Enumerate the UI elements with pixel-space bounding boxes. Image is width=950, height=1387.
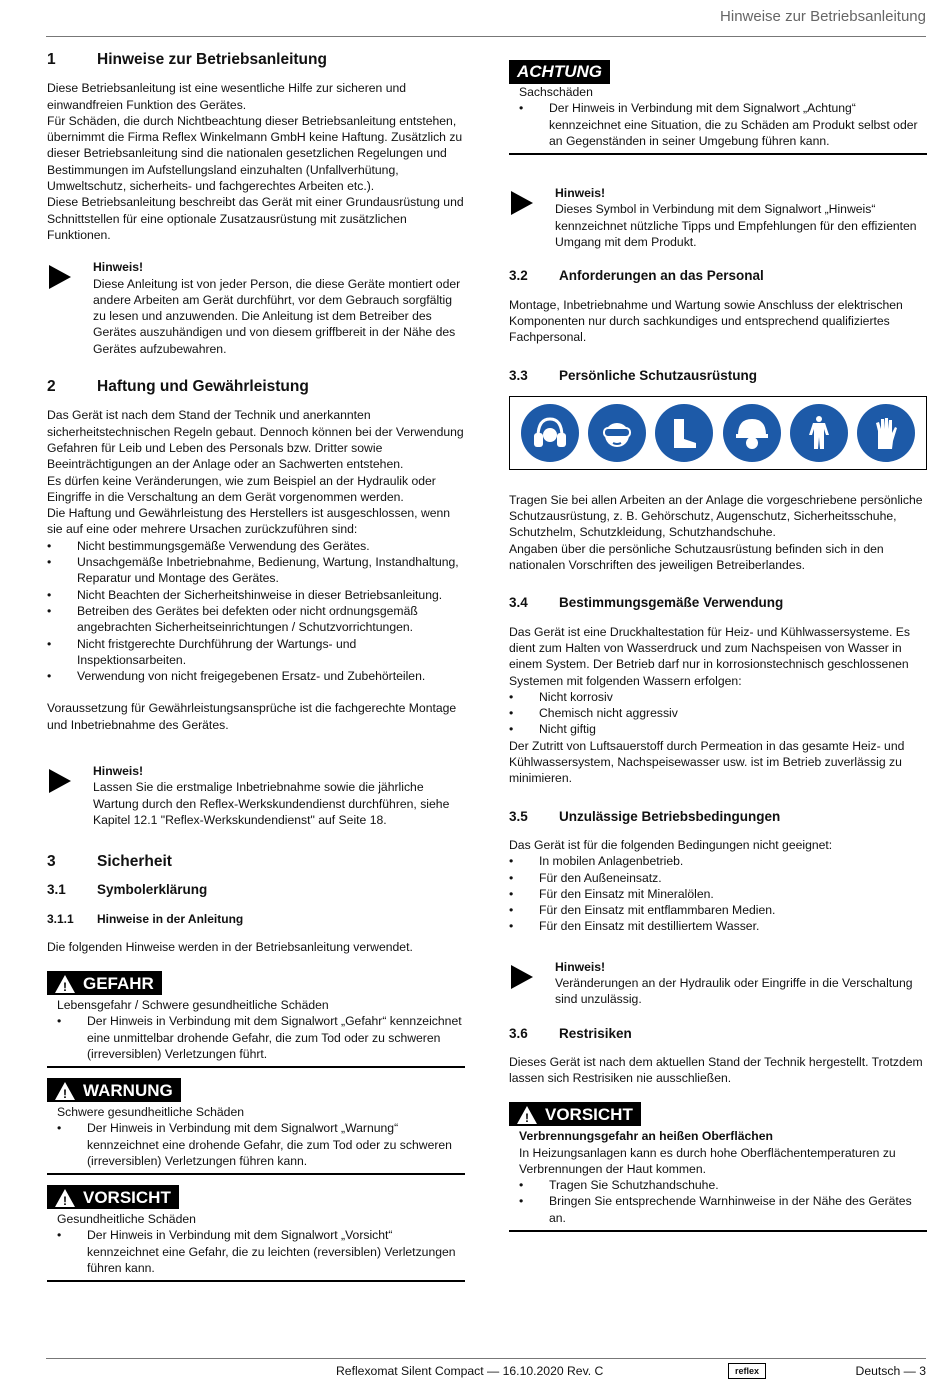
gefahr-badge: ! GEFAHR (47, 971, 162, 995)
warning-vorsicht: ! VORSICHT Gesundheitliche Schäden • Der Hinweis in Verbindung mit dem Signalwort „Vorsicht“ kennzeichnet eine Gefahr, die zu leichten (reversiblen) Verletzungen führen kann. (47, 1185, 465, 1282)
warnung-badge: ! WARNUNG (47, 1078, 181, 1102)
ear-protection-icon (521, 404, 579, 462)
section-3-6-text: Dieses Gerät ist nach dem aktuellen Stand der Technik hergestellt. Trotzdem lassen sich Restrisiken nie ausschließen. (509, 1054, 923, 1086)
section-3-3-body: Tragen Sie bei allen Arbeiten an der Anlage die vorgeschriebene persönliche Schutzausrüstung, z. B. Gehörschutz, Augenschutz, Sicherheitsschuhe, Schutzhelm, Schutzkleidung, Schutzhandschuhe. Angaben über die persönliche Schutzausrüstung befinden sich in den nationalen Vorschriften des jeweiligen Betreiberlandes. (509, 492, 923, 573)
warning-triangle-icon: ! (55, 975, 75, 993)
section-3-1-1-heading: 3.1.1 Hinweise in der Anleitung (47, 911, 244, 926)
gloves-icon (857, 404, 915, 462)
note-box: Hinweis! Lassen Sie die erstmalige Inbetriebnahme sowie die jährliche Wartung durch den Reflex-Werkskundendienst durchführen, siehe Kapitel 12.1 "Reflex-Werkskundendienst" auf Seite 18. (47, 763, 465, 828)
section-3-2-heading: 3.2 Anforderungen an das Personal (509, 268, 764, 284)
section-2-body: Das Gerät ist nach dem Stand der Technik und anerkannten sicherheitstechnischen Regeln gebaut. Dennoch können bei der Verwendung Gefahren für Leib und Leben des Personals bzw. Dritter sowie Beeinträchtigungen an der Anlage oder an Sachwerten entstehen. Es dürfen keine Veränderungen, wie zum Beispiel an der Hydraulik oder Eingriffe in die Verschaltung an dem Gerät vorgenommen werden. Die Haftung und Gewährleistung des Herstellers ist ausgeschlossen, wenn sie auf eine oder mehrere Ursachen zurückzuführen sind: • Nicht bestimmungsgemäße Verwendung des Gerätes. • Unsachgemäße Inbetriebnahme, Bedienung, Wartung, Instandhaltung, Reparatur und Montage des Gerätes. • Nicht Beachten der Sicherheitshinweise in dieser Betriebsanleitung. • Betreiben des Gerätes bei defekten oder nicht ordnungsgemäß angebrachten Sicherheitseinrichtungen / Schutzvorrichtungen. • Nicht fristgerechte Durchführung der Wartungs- und Inspektionsarbeiten. • Verwendung von nicht freigegebenen Ersatz- und Zubehörteilen. Voraussetzung für Gewährleistungsansprüche ist die fachgerechte Montage und Inbetriebnahme des Gerätes. (47, 407, 465, 733)
section-3-5-heading: 3.5 Unzulässige Betriebsbedingungen (509, 808, 781, 824)
footer-doc-title: Reflexomat Silent Compact — 16.10.2020 Rev. C (336, 1364, 604, 1378)
warning-triangle-icon: ! (517, 1106, 537, 1124)
helmet-icon (723, 404, 781, 462)
liability-list: • Nicht bestimmungsgemäße Verwendung des Gerätes. • Unsachgemäße Inbetriebnahme, Bedienung, Wartung, Instandhaltung, Reparatur und Montage des Gerätes. • Nicht Beachten der Sicherheitshinweise in dieser Betriebsanleitung. • Betreiben des Gerätes bei defekten oder nicht ordnungsgemäß angebrachten Sicherheitseinrichtungen / Schutzvorrichtungen. • Nicht fristgerechte Durchführung der Wartungs- und Inspektionsarbeiten. • Verwendung von nicht freigegebenen Ersatz- und Zubehörteilen. (47, 538, 465, 685)
note-box: Hinweis! Diese Anleitung ist von jeder Person, die diese Geräte montiert oder andere Arbeiten am Gerät durchführt, vor dem Gebrauch sorgfältig zu lesen und anzuwenden. Die Anleitung ist dem Betreiber des Gerätes auszuhändigen und von diesem griffbereit in der Nähe des Gerätes aufzubewahren. (47, 259, 465, 357)
note-box: Hinweis! Veränderungen an der Hydraulik oder Eingriffe in die Verschaltung sind unzulässig. (509, 959, 927, 1008)
section-3-heading: 3 Sicherheit (47, 853, 172, 871)
arrow-icon (509, 959, 555, 1008)
section-3-4-heading: 3.4 Bestimmungsgemäße Verwendung (509, 595, 784, 611)
warning-warnung: ! WARNUNG Schwere gesundheitliche Schäden • Der Hinweis in Verbindung mit dem Signalwort „Warnung“ kennzeichnet eine drohende Gefahr, die zum Tod oder zu schweren (irreversiblen) Verletzungen führen kann. (47, 1078, 465, 1175)
arrow-icon (509, 185, 555, 250)
protective-clothing-icon (790, 404, 848, 462)
right-column (509, 60, 927, 1242)
section-3-3-heading: 3.3 Persönliche Schutzausrüstung (509, 367, 758, 383)
section-3-5-body: Das Gerät ist für die folgenden Bedingungen nicht geeignet: • In mobilen Anlagenbetrieb. • Für den Außeneinsatz. • Für den Einsatz mit Mineralölen. • Für den Einsatz mit entflammbaren Medien. • Für den Einsatz mit destilliertem Wasser. (509, 837, 927, 935)
warning-vorsicht-burn: ! VORSICHT Verbrennungsgefahr an heißen Oberflächen In Heizungsanlagen kann es durch hohe Oberflächentemperaturen zu Verbrennungen der Haut kommen. • Tragen Sie Schutzhandschuhe. • Bringen Sie entsprechende Warnhinweise in der Nähe des Gerätes an. (509, 1102, 927, 1232)
section-2-heading: 2 Haftung und Gewährleistung (47, 378, 309, 396)
eye-protection-icon (588, 404, 646, 462)
safety-shoes-icon (655, 404, 713, 462)
section-3-1-heading: 3.1 Symbolerklärung (47, 882, 208, 898)
left-column (47, 52, 465, 1292)
section-3-4-body: Das Gerät ist eine Druckhaltestation für Heiz- und Kühlwassersysteme. Es dient zum Halten von Wasserdruck und zum Nachspeisen von Wasser in einem System. Der Betrieb darf nur in korrosionstechnisch geschlossenen Systemen mit folgenden Wassern erfolgen: • Nicht korrosiv • Chemisch nicht aggressiv • Nicht giftig Der Zutritt von Luftsauerstoff durch Permeation in das gesamte Heiz- und Kühlwassersystem, Nachspeisewasser usw. ist im Betrieb zuverlässig zu minimieren. (509, 624, 927, 787)
note-box: Hinweis! Dieses Symbol in Verbindung mit dem Signalwort „Hinweis“ kennzeichnet nützliche Tipps und Empfehlungen für den effizienten Umgang mit dem Produkt. (509, 185, 927, 250)
ppe-icon-strip (509, 396, 927, 470)
warning-triangle-icon: ! (55, 1082, 75, 1100)
arrow-icon (47, 259, 93, 357)
section-1-body: Diese Betriebsanleitung ist eine wesentliche Hilfe zur sicheren und einwandfreien Funktion des Gerätes. Für Schäden, die durch Nichtbeachtung dieser Betriebsanleitung entstehen, übernimmt die Firma Reflex Winkelmann GmbH keine Haftung. Zusätzlich zu dieser Betriebsanleitung sind die nationalen gesetzlichen Regelungen und Bestimmungen im Aufstellungsland einzuhalten (Unfallverhütung, Umweltschutz, sicherheits- und fachgerechtes Arbeiten etc.). Diese Betriebsanleitung beschreibt das Gerät mit einer Grundausrüstung und Schnittstellen für eine optionale Zusatzausrüstung mit zusätzlichen Funktionen. (47, 81, 464, 242)
reflex-logo: reflex (728, 1363, 766, 1379)
warning-triangle-icon: ! (55, 1189, 75, 1207)
section-3-2-text: Montage, Inbetriebnahme und Wartung sowie Anschluss der elektrischen Komponenten nur durch sachkundiges und entsprechend qualifiziertes Fachpersonal. (509, 297, 903, 345)
page-header (46, 6, 926, 37)
section-1-heading: 1 Hinweise zur Betriebsanleitung (47, 51, 327, 68)
section-3-6-heading: 3.6 Restrisiken (509, 1025, 632, 1041)
achtung-badge: ACHTUNG (509, 60, 610, 84)
warning-gefahr: ! GEFAHR Lebensgefahr / Schwere gesundheitliche Schäden • Der Hinweis in Verbindung mit dem Signalwort „Gefahr“ kennzeichnet eine unmittelbar drohende Gefahr, die zum Tod oder zu schweren (irreversiblen) Verletzungen führt. (47, 971, 465, 1068)
header-title: Hinweise zur Betriebsanleitung (720, 8, 926, 25)
vorsicht-badge: ! VORSICHT (509, 1102, 641, 1126)
arrow-icon (47, 763, 93, 828)
vorsicht-badge: ! VORSICHT (47, 1185, 179, 1209)
page-number: Deutsch — 3 (855, 1364, 926, 1378)
warning-achtung: ACHTUNG Sachschäden • Der Hinweis in Verbindung mit dem Signalwort „Achtung“ kennzeichnet eine Situation, die zu Schäden am Produkt selbst oder an Gegenständen in seiner Umgebung führen kann. (509, 60, 927, 155)
section-3-1-1-text: Die folgenden Hinweise werden in der Betriebsanleitung verwendet. (47, 940, 413, 955)
page-footer (46, 1358, 926, 1387)
